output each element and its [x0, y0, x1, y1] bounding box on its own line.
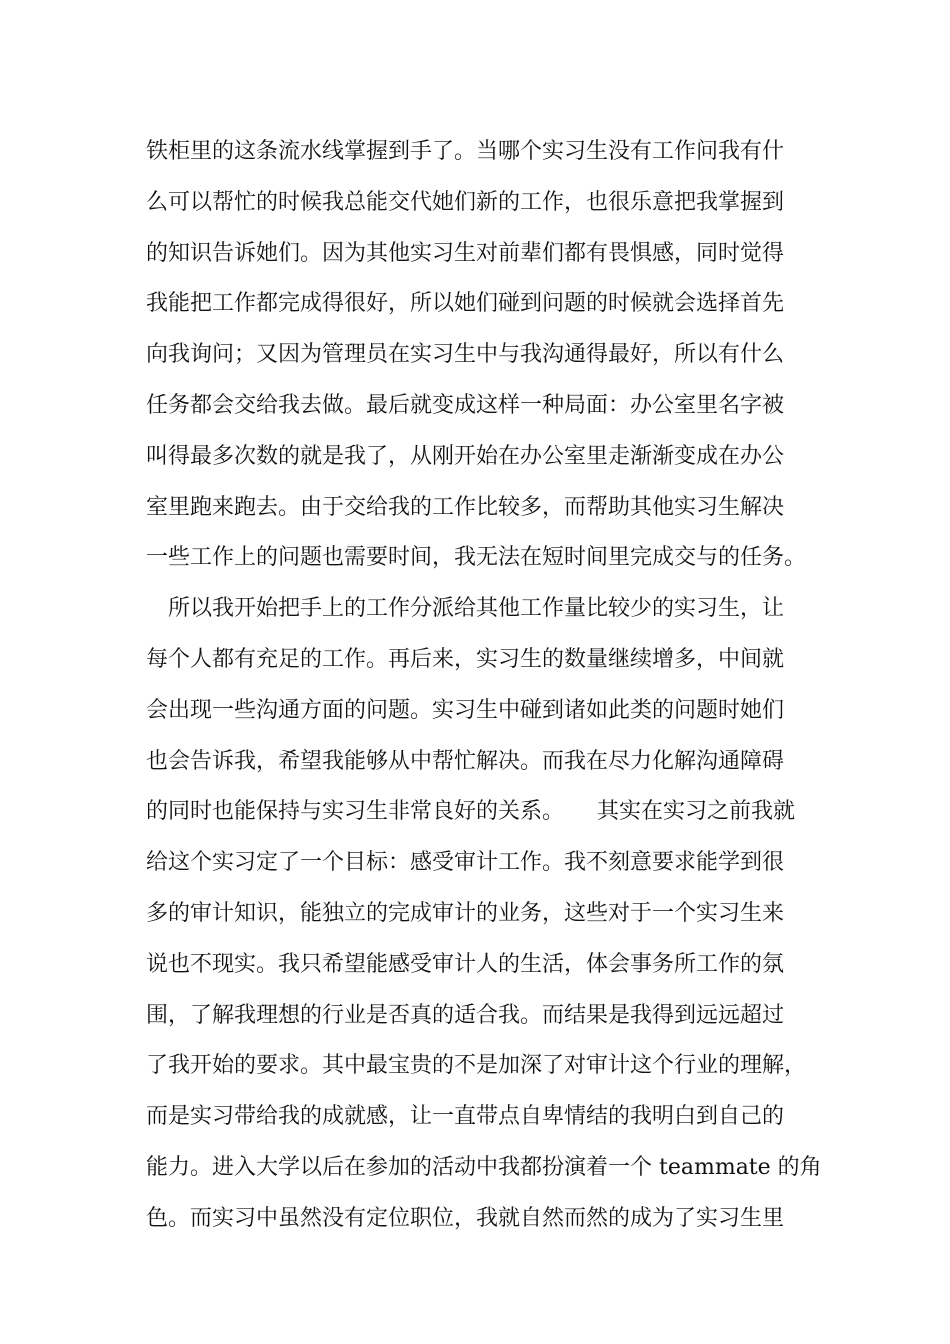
- text-line: 所以我开始把手上的工作分派给其他工作量比较少的实习生，让: [146, 596, 785, 622]
- text-line: 也会告诉我，希望我能够从中帮忙解决。而我在尽力化解沟通障碍: [146, 748, 785, 774]
- body-text: [146, 131, 826, 1249]
- text-line: 能力。进入大学以后在参加的活动中我都扮演着一个 teammate 的角: [146, 1154, 822, 1180]
- text-line: 会出现一些沟通方面的问题。实习生中碰到诸如此类的问题时她们: [146, 697, 785, 723]
- text-line: 叫得最多次数的就是我了，从刚开始在办公室里走渐渐变成在办公: [146, 443, 785, 469]
- text-line: 的知识告诉她们。因为其他实习生对前辈们都有畏惧感，同时觉得: [146, 240, 785, 266]
- text-line: 而是实习带给我的成就感，让一直带点自卑情结的我明白到自己的: [146, 1104, 785, 1130]
- text-line: 任务都会交给我去做。最后就变成这样一种局面：办公室里名字被: [146, 392, 785, 418]
- text-line: 给这个实习定了一个目标：感受审计工作。我不刻意要求能学到很: [146, 850, 785, 876]
- text-line: 么可以帮忙的时候我总能交代她们新的工作，也很乐意把我掌握到: [146, 189, 785, 215]
- text-line: 每个人都有充足的工作。再后来，实习生的数量继续增多，中间就: [146, 646, 785, 672]
- text-line: 铁柜里的这条流水线掌握到手了。当哪个实习生没有工作问我有什: [146, 139, 785, 164]
- text-line: 了我开始的要求。其中最宝贵的不是加深了对审计这个行业的理解，: [146, 1053, 807, 1079]
- text-line: 我能把工作都完成得很好，所以她们碰到问题的时候就会选择首先: [146, 291, 785, 317]
- text-line: 一些工作上的问题也需要时间，我无法在短时间里完成交与的任务。: [146, 545, 807, 571]
- text-line: 多的审计知识，能独立的完成审计的业务，这些对于一个实习生来: [146, 900, 785, 926]
- text-line: 的同时也能保持与实习生非常良好的关系。 其实在实习之前我就: [146, 799, 796, 825]
- text-line: 色。而实习中虽然没有定位职位，我就自然而然的成为了实习生里: [146, 1205, 785, 1231]
- text-line: 说也不现实。我只希望能感受审计人的生活，体会事务所工作的氛: [146, 951, 785, 977]
- text-line: 向我询问；又因为管理员在实习生中与我沟通得最好，所以有什么: [146, 342, 785, 368]
- text-line: 围，了解我理想的行业是否真的适合我。而结果是我得到远远超过: [146, 1002, 785, 1028]
- text-line: 室里跑来跑去。由于交给我的工作比较多，而帮助其他实习生解决: [146, 494, 785, 520]
